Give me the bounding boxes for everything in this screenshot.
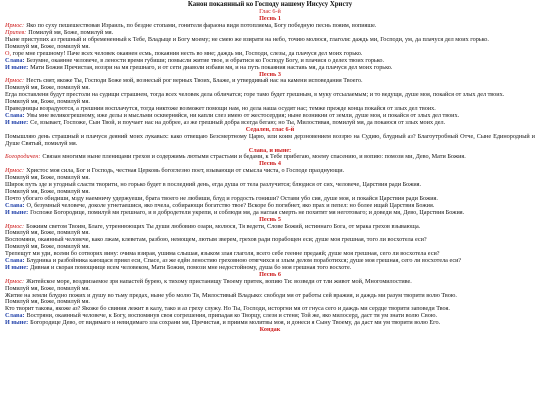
irmos-text: Божиим светом Твоим, Благе, утреннюющих Ты души любовию озари, молюся, Тя ведети, Слове Божий, истиннаго Бога, от мрака грехов взывающа.	[26, 222, 421, 230]
irmos-label: Ирмос:	[5, 277, 25, 285]
irmos-text: Житейское море, воздвизаемое зря напастей бурею, к тихому пристанищу Твоему притек, вопию Ти: возведи от тли живот мой, Многомилостиве.	[26, 277, 412, 285]
ode-6-heading: Песнь 6	[259, 270, 281, 278]
bogorodichen-label: Богородичен:	[5, 153, 41, 161]
ode-3-refrain: Помилуй мя, Боже, помилуй мя.	[5, 84, 90, 92]
slava-text: О, безумный человече, доколе угнетаешися, яко пчела, собирающи богатство твое? Вскоре бо погибнет, яко прах и пепел: но более ищай Царствия Божия.	[26, 201, 435, 209]
ode-6-refrain-2: Помилуй мя, Боже, помилуй мя.	[5, 298, 90, 306]
i-nyne-text: Се, взывает, Госпоже, Сын Твой, и поучает нас на добрее, аз же грешный добра всегда бегаю; но Ты, Милостивая, помилуй мя, да покаюся от злых моих дел.	[30, 118, 446, 126]
ode-4-refrain-2: Помилуй мя, Боже, помилуй мя.	[5, 187, 90, 195]
i-nyne-text: Мати Божия Пречистая, воззри на мя грешнаго, и от сети диаволи избави мя, и на путь покаяния наставь мя, да плачуся дел моих горько.	[30, 63, 393, 71]
bogorodichen-text: Связан многими ныне пленицами грехов и содержимь лютыми страстьми и бедами, к Тебе прибегаю, моему спасению, и вопию: помози ми, Дево, Мати Божия.	[42, 153, 466, 161]
ode-6-refrain: Помилуй мя, Боже, помилуй мя.	[5, 284, 90, 292]
ode-1-heading: Песнь 1	[259, 15, 281, 23]
refrain-text: Помилуй мя, Боже, помилуй мя.	[28, 29, 114, 37]
ode-4-troparion-2: Почто убогаго обидиши, мзду наемничу удержуеши, брата твоего не любиши, блуд и гордость гониши? Остави убо сия, душе моя, и покайся Царствия ради Божия.	[5, 194, 438, 202]
irmos-label: Ирмос:	[5, 167, 25, 175]
irmos-label: Ирмос:	[5, 222, 25, 230]
ode-3-troparion-1: Егда поставлени будут престоли на судищи страшнем, тогда всех человек дела обличатся; горе тамо будет грешным, в муку отсылаемым; и то ведущи, душе моя, покайся от злых дел твоих.	[5, 91, 505, 99]
i-nyne-label: И ныне:	[5, 263, 29, 271]
ode-5-troparion-2: Трепещут ми уди, всеми бо сотворих вину: очима взирая, ушима слышая, языком злая глаголя, всего себе геенне предаяй; душе моя грешная, сего ли восхотела еси?	[5, 250, 440, 258]
i-nyne-text: Госпоже Богородице, помилуй мя грешнаго, и в добродетели укрепи, и соблюди мя, да наглая смерть не похитит мя неготоваго; и доведи мя, Дево, Царствия Божия.	[30, 208, 465, 216]
ode-4-heading: Песнь 4	[259, 160, 281, 168]
initial-letter: О,	[5, 49, 12, 57]
ode-5-heading: Песнь 5	[259, 215, 281, 223]
troparion-text: горе мне грешному! Паче всех человек окаянен есмь, покаяния несть во мне; даждь ми, Господи, слезы, да плачуся дел моих горько.	[11, 49, 363, 57]
i-nyne-label: И ныне:	[5, 208, 29, 216]
ode-4-refrain: Помилуй мя, Боже, помилуй мя.	[5, 174, 90, 182]
i-nyne-label: И ныне:	[5, 118, 29, 126]
slava-text: Блудника и разбойника кающася приял еси, Спасе, аз же едйн леностию греховною отягчихся и злым делом поработихся; душе моя грешная, сего ли восхотела еси?	[26, 257, 462, 265]
ode-3-heading: Песнь 3	[259, 70, 281, 78]
slava-label: Слава:	[5, 201, 25, 209]
ode-6-troparion-2: Кто творит такова, якоже аз? Якоже бо свиния лежит в калу, тако и аз греху служу. Но Ты, Господи, исторгни мя от гнуса сего и даждь ми сердце творити заповеди Твоя.	[5, 305, 450, 313]
slava-label: Слава:	[5, 112, 25, 119]
ode-1-troparion-1: Ныне приступих аз грешный и обремененный к Тебе, Владыце и Богу моему; не смею же взирати на небо, точию молюся, глаголя: даждь ми, Господи, ум, да плачуся дел моих горько.	[5, 36, 489, 44]
irmos-text: Христос моя сила, Бог и Господь, честная Церковь богоглезно поет, взывающи от смысла чиста, о Господе празднующи.	[26, 167, 345, 175]
ode-5-troparion-1: Воспомяни, окаянный человече, како лжам, клеветам, разбою, немощем, лютым зверем, грехов ради порабощен еси; душе моя грешная, того ли восхотела еси?	[5, 236, 427, 244]
i-nyne-text: Дивная и скорая помощнице всем человеком, Мати Божия, помози мне недостойному, душа бо моя грешная того восхоте.	[30, 263, 352, 271]
sedalen-text: Помышляю день страшный и плачуся деяний моих лукавых: како отвещаю Безсмертному Царю, или коим дерзновением воззрю на Судию, блудный аз? Благоутробный Отче, Сыне Единородный и Душе Святый, помилуй мя.	[5, 132, 535, 147]
irmos-label: Ирмос:	[5, 22, 25, 30]
slava-text: Безумне, окаянне человече, в лености время губиши; помысли житие твое, и обратися ко Господу Богу, и плачися о делех твоих горько.	[26, 56, 385, 64]
ode-3-troparion-2: Праведницы возрадуются, а грешнии восплачутся, тогда никтоже возможет помощи нам, но дела наша осудят нас; темже прежде конца покайся от злых дел твоих.	[5, 105, 436, 113]
tone-label: Глас 6-й	[259, 8, 281, 16]
ode-4-troparion-1: Широк путь зде и угодный сласти творити, но горько будет в последний день, егда душа от тела разлучится; блюдися от сих, человече, Царствия ради Божия.	[5, 181, 422, 189]
canon-title: Канон покаянный ко Господу нашему Иисусу Христу	[187, 1, 353, 8]
slava-label: Слава:	[5, 312, 25, 320]
sedalen-heading: Седален, глас 6-й	[245, 125, 295, 133]
irmos-text: Несть свят, якоже Ты, Господи Боже мой, вознесый рог верных Твоих, Блаже, и утвердивый нас на камени исповедания Твоего.	[26, 77, 363, 85]
refrain-label: Припев:	[5, 29, 27, 37]
irmos-text: Яко по суху пешешествовав Израиль, по бездне стопами, гонителя фараона видя потопляема, Богу победную песнь пояим, вопияше.	[26, 22, 377, 30]
ode-3-refrain-2: Помилуй мя, Боже, помилуй мя.	[5, 98, 90, 106]
slava-i-nyne-heading: Слава, и ныне:	[248, 146, 292, 154]
i-nyne-label: И ныне:	[5, 319, 29, 327]
slava-label: Слава:	[5, 257, 25, 265]
ode-1-refrain-2: Помилуй мя, Боже, помилуй мя.	[5, 42, 90, 50]
ode-5-refrain-2: Помилуй мя, Боже, помилуй мя.	[5, 243, 90, 251]
slava-label: Слава:	[5, 56, 25, 64]
i-nyne-label: И ныне:	[5, 63, 29, 71]
ode-6-troparion-1: Житие на земли блудно пожих и душу во тьму предах, ныне убо молю Тя, Милостивый Владыко: свободи мя от работы сей вражия, и даждь ми разум творити волю Твою.	[5, 291, 457, 299]
ode-5-refrain: Помилуй мя, Боже, помилуй мя.	[5, 229, 90, 237]
irmos-label: Ирмос:	[5, 77, 25, 85]
kondak-heading: Кондак	[259, 326, 281, 334]
i-nyne-text: Богородице Дево, от видимаго и невидимаго зла сохрани мя, Пречистая, и приими молитвы моя, и донеси я Сыну Твоему, да даст ми ум творити волю Его.	[30, 319, 441, 327]
slava-text: Востряни, окаянный человече, к Богу, воспомянув своя согрешения, припадая ко Творцу, слезя и стеня; Той же, яко милосерд, даст ти ум знати волю Свою.	[26, 312, 438, 320]
slava-text: Увы мне великогрешному, иже делы и мысльми оскверняйся, ни капли слез имею от жестосердия; ныне возникни от земли, душе моя, и покайся от злых дел твоих.	[26, 112, 460, 119]
